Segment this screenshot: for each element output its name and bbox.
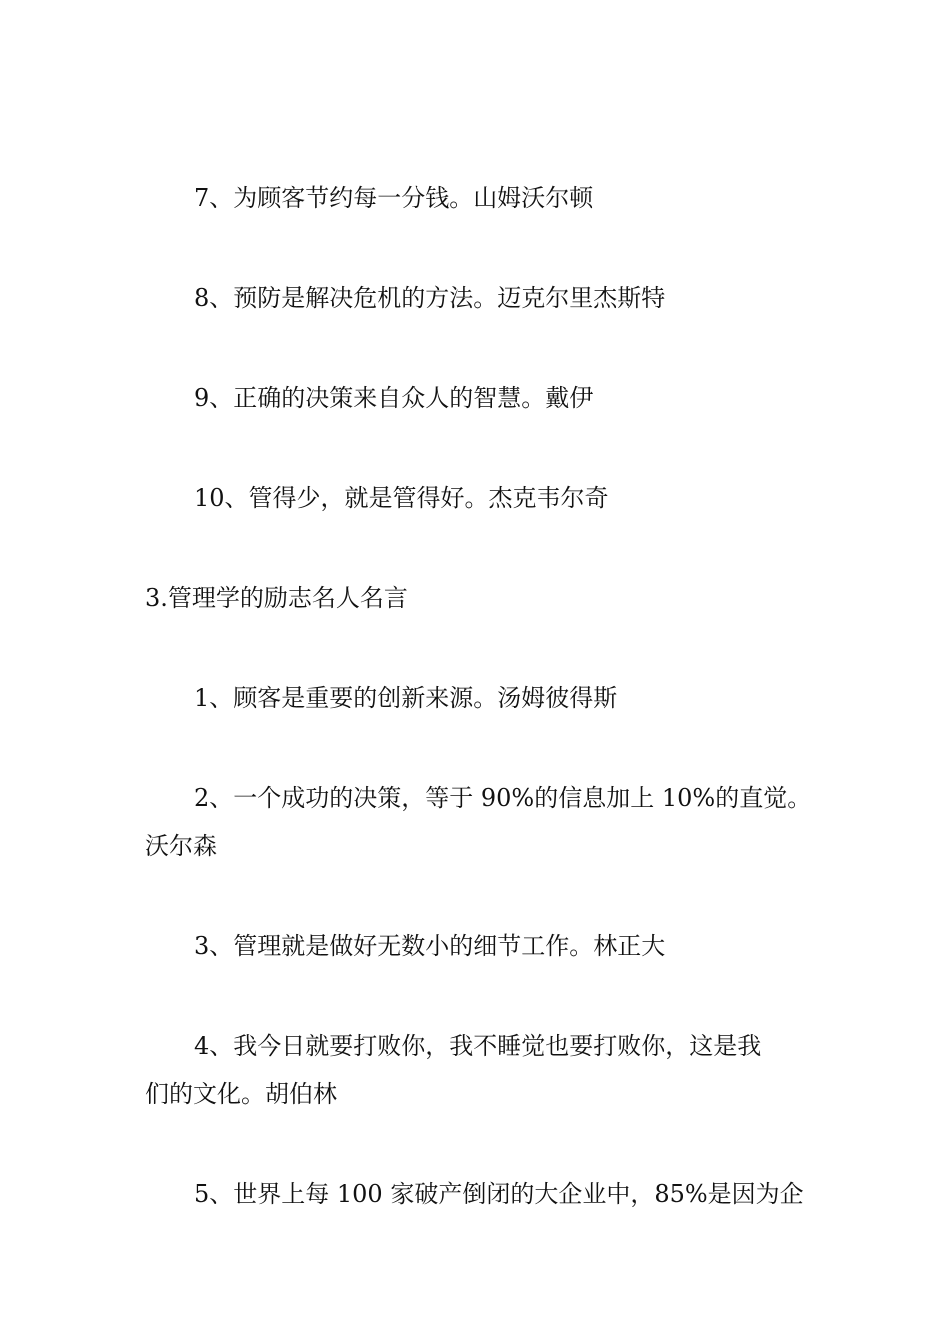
quote-line-5: 5、世界上每 100 家破产倒闭的大企业中，85%是因为企 — [194, 1180, 804, 1208]
quote-line-1: 1、顾客是重要的创新来源。汤姆彼得斯 — [194, 684, 618, 712]
quote-line-2-continued: 沃尔森 — [145, 832, 217, 860]
quote-line-10: 10、管得少，就是管得好。杰克韦尔奇 — [194, 484, 609, 512]
quote-line-2: 2、一个成功的决策，等于 90%的信息加上 10%的直觉。 — [194, 784, 812, 812]
quote-line-4: 4、我今日就要打败你，我不睡觉也要打败你，这是我 — [194, 1032, 762, 1060]
quote-line-7: 7、为顾客节约每一分钱。山姆沃尔顿 — [194, 184, 594, 212]
section-heading: 3.管理学的励志名人名言 — [145, 584, 408, 612]
quote-line-4-continued: 们的文化。胡伯林 — [145, 1080, 337, 1108]
quote-line-3: 3、管理就是做好无数小的细节工作。林正大 — [194, 932, 666, 960]
quote-line-9: 9、正确的决策来自众人的智慧。戴伊 — [194, 384, 594, 412]
quote-line-8: 8、预防是解决危机的方法。迈克尔里杰斯特 — [194, 284, 666, 312]
